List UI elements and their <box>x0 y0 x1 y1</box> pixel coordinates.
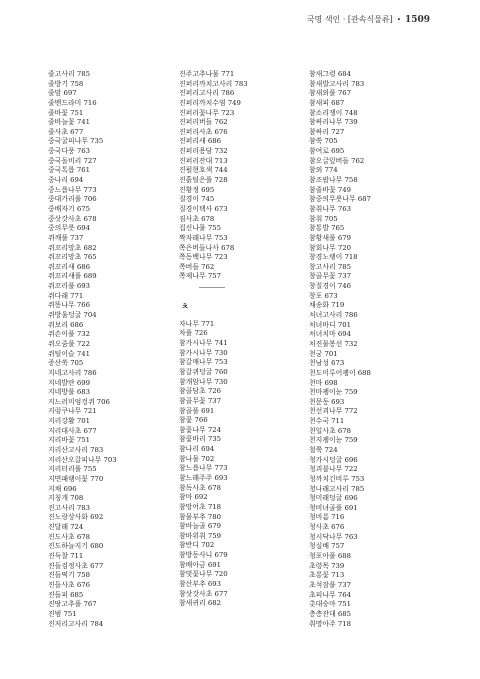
index-entry: 참개암나무 730 <box>179 377 228 386</box>
index-entry: 청까치긴비루 753 <box>309 474 365 483</box>
index-entry: 쥐다래 771 <box>48 291 84 300</box>
index-entry: 참황새풀 679 <box>309 233 351 242</box>
index-entry: 창질경이 746 <box>309 282 351 291</box>
index-entry: 진퍼리새 686 <box>179 137 221 146</box>
index-entry: 지칭개 708 <box>48 494 84 503</box>
index-entry: 천수국 711 <box>309 417 345 426</box>
index-entry: 지리대사초 677 <box>48 426 97 435</box>
index-entry: 참나물 702 <box>179 454 215 463</box>
index-entry: 진황정 695 <box>179 185 215 194</box>
index-entry: 지리강활 701 <box>48 417 90 426</box>
running-title: 국명 색인 · [관속식물류] <box>306 15 393 24</box>
index-entry: 참새발고사리 783 <box>309 79 365 88</box>
index-entry: 참마 692 <box>179 493 208 502</box>
index-entry: 짐사초 678 <box>179 214 215 223</box>
index-entry: 집신나물 755 <box>179 224 221 233</box>
index-entry: 참골풀 691 <box>179 406 215 415</box>
index-entry: 진퍼리용담 732 <box>179 147 228 156</box>
section-letter: ㅊ <box>181 300 189 311</box>
index-entry: 줄방기 758 <box>48 79 84 88</box>
index-entry: 처녀바디 701 <box>309 320 351 329</box>
index-entry: 지네발란 699 <box>48 378 90 387</box>
index-entry: 쥐오줌풀 722 <box>48 339 90 348</box>
index-entry: 천일사초 678 <box>309 426 351 435</box>
index-entry: 진들피 685 <box>48 590 84 599</box>
index-entry: 참싸리 727 <box>309 127 345 136</box>
index-entry: 줄바늘꽃 741 <box>48 118 90 127</box>
index-entry: 쥐털이슬 741 <box>48 349 90 358</box>
index-entry: 진흙털은풀 728 <box>179 176 228 185</box>
index-entry: 참갈퀴덩굴 760 <box>179 367 228 376</box>
index-entry: 참통발 765 <box>309 224 345 233</box>
index-entry: 참반디 702 <box>179 541 215 550</box>
index-entry: 천남성 673 <box>309 359 345 368</box>
index-entry: 창골무꽃 737 <box>309 272 351 281</box>
index-entry: 쥐꼬리풀 693 <box>48 282 90 291</box>
index-entry: 참싸리나무 739 <box>309 118 358 127</box>
index-entry: 참꽃바리 735 <box>179 435 221 444</box>
index-entry: 참새피 687 <box>309 98 345 107</box>
index-entry: 진펄현호색 744 <box>179 166 228 175</box>
index-entry: 진주고추나물 771 <box>179 70 235 78</box>
index-entry: 청괴불나무 722 <box>309 465 358 474</box>
index-entry: 진노랑상사화 692 <box>48 513 104 522</box>
index-entry: 진퍼리까치수염 749 <box>179 98 241 107</box>
index-entry: 참방동사니 679 <box>179 551 228 560</box>
index-entry: 촛대승마 751 <box>309 600 351 609</box>
index-entry: 자나무 771 <box>179 319 215 328</box>
index-entry: 초피나무 764 <box>309 590 351 599</box>
index-entry: 참나리 694 <box>179 445 215 454</box>
index-entry: 참독사초 678 <box>179 483 221 492</box>
index-entry: 참취 705 <box>309 214 338 223</box>
index-entry: 천궁 701 <box>309 349 338 358</box>
separator-dot: • <box>396 15 401 24</box>
index-entry: 창고사리 785 <box>309 262 351 271</box>
index-entry: 청사초 676 <box>309 523 345 532</box>
index-entry: 질경이 745 <box>179 195 215 204</box>
index-entry: 중나리 694 <box>48 176 84 185</box>
index-entry: 쪽제나무 757 <box>179 272 221 281</box>
index-entry: 줄사초 677 <box>48 127 84 136</box>
index-entry: 참새그령 684 <box>309 70 351 78</box>
index-entry: 참갈매나무 753 <box>179 358 228 367</box>
index-entry: 진저리고사리 784 <box>48 619 104 628</box>
index-entry: 지리터리풀 755 <box>48 465 97 474</box>
index-entry: 쥐꼬리망초 682 <box>48 243 97 252</box>
index-entry: 청비름 716 <box>309 513 345 522</box>
index-entry: 진퍼리고사리 786 <box>179 89 235 98</box>
index-entry: 지네방풀 683 <box>48 388 90 397</box>
index-entry: 참꽃나무 724 <box>179 425 221 434</box>
index-entry: 진들사초 676 <box>48 580 90 589</box>
index-entry: 쥐꼬리새풀 689 <box>48 272 97 281</box>
index-entry: 진들떡기 758 <box>48 571 90 580</box>
index-entry: 층층잔대 685 <box>309 609 351 618</box>
index-entry: 참줄바꽃 749 <box>309 185 351 194</box>
index-entry: 참가시나무 741 <box>179 339 228 348</box>
index-entry: 참꽃 766 <box>179 416 208 425</box>
index-entry: 청실배 757 <box>309 542 345 551</box>
index-entry: 참산부추 693 <box>179 580 221 589</box>
section-divider <box>179 282 297 292</box>
index-entry: 진땅고추풀 767 <box>48 600 97 609</box>
index-column-3 <box>309 70 427 629</box>
index-entry: 참오글잎버들 762 <box>309 156 365 165</box>
index-column-2 <box>179 70 297 609</box>
index-entry: 중국돌비리 727 <box>48 156 97 165</box>
index-entry: 중대가리풀 706 <box>48 195 97 204</box>
index-entry: 쥐똥나무 766 <box>48 301 90 310</box>
index-entry: 초령목 739 <box>309 561 345 570</box>
index-entry: 쥐꼬리망초 765 <box>48 253 97 262</box>
index-entry: 초석잠풀 737 <box>309 580 351 589</box>
index-entry: 채송화 719 <box>309 301 345 310</box>
index-entry: 참벚꽃나무 720 <box>179 570 228 579</box>
index-entry: 천마 698 <box>309 378 338 387</box>
index-entry: 줄맘 697 <box>48 89 77 98</box>
index-entry: 참회나무 720 <box>309 243 351 252</box>
index-entry: 참바늘골 679 <box>179 522 221 531</box>
index-entry: 천도미루어괭이 688 <box>309 368 371 377</box>
index-entry: 줄맨드라미 716 <box>48 98 97 107</box>
index-entry: 질경이택사 673 <box>179 204 228 213</box>
index-entry: 청시닥나무 763 <box>309 532 358 541</box>
index-entry: 참느릅나무 773 <box>179 464 228 473</box>
index-entry: 중국굴피나무 735 <box>48 137 104 146</box>
index-entry: 청비녀골풀 691 <box>309 503 358 512</box>
index-entry: 참골무꽃 737 <box>179 396 221 405</box>
index-entry: 참새귀리 682 <box>179 599 221 608</box>
index-entry: 진득찰 711 <box>48 552 84 561</box>
index-entry: 참망어초 718 <box>179 502 221 511</box>
index-entry: 줄바꽃 751 <box>48 108 84 117</box>
index-entry: 철쭉 724 <box>309 445 338 454</box>
index-entry: 쥐방울덩굴 704 <box>48 311 97 320</box>
index-entry: 참외 774 <box>309 166 338 175</box>
index-entry: 쥐보리 686 <box>48 320 84 329</box>
index-entry: 창포 673 <box>309 291 338 300</box>
index-entry: 지느러미엉겅퀴 706 <box>48 397 110 406</box>
index-entry: 초롱꽃 713 <box>309 571 345 580</box>
index-entry: 처녀고사리 786 <box>309 311 358 320</box>
index-entry: 참새외풀 767 <box>309 89 351 98</box>
index-entry: 진퍼리버들 762 <box>179 118 228 127</box>
index-entry: 청미래덩굴 696 <box>309 494 358 503</box>
index-entry: 증산쑥 705 <box>48 359 84 368</box>
index-entry: 짝자래나무 753 <box>179 233 228 242</box>
index-entry: 참취나무 763 <box>309 204 351 213</box>
index-entry: 쪽동백나무 723 <box>179 253 228 262</box>
index-entry: 지리산오갈피나무 703 <box>48 455 117 464</box>
index-entry: 진도하늘지기 680 <box>48 542 104 551</box>
index-entry: 지리산고사리 783 <box>48 445 104 454</box>
index-entry: 지면패랭이꽃 770 <box>48 474 104 483</box>
index-entry: 중삿갓사초 678 <box>48 214 97 223</box>
index-entry: 참삿갓사초 677 <box>179 589 228 598</box>
index-entry: 쪽버들 762 <box>179 262 215 271</box>
index-entry: 취명아주 718 <box>309 619 351 628</box>
index-entry: 지리바꽃 751 <box>48 436 90 445</box>
page-header <box>307 14 430 25</box>
index-entry: 처녀치마 694 <box>309 330 351 339</box>
index-entry: 참가시나무 730 <box>179 348 228 357</box>
index-entry: 쥐깨풀 737 <box>48 233 84 242</box>
index-entry: 중국톡릅 761 <box>48 166 90 175</box>
index-entry: 청가시덩굴 696 <box>309 455 358 464</box>
index-entry: 쥐꼬리새 686 <box>48 262 90 271</box>
index-entry: 천문동 693 <box>309 397 345 406</box>
index-entry: 진퍼리잔대 713 <box>179 156 228 165</box>
index-entry: 진퍼리사초 676 <box>179 127 228 136</box>
index-entry: 참배아금 691 <box>179 560 221 569</box>
index-entry: 천선괴나무 772 <box>309 407 358 416</box>
index-entry: 중의무릇 694 <box>48 224 90 233</box>
page-number: 1509 <box>404 14 430 25</box>
index-entry: 참물부추 780 <box>179 512 221 521</box>
index-entry: 참소리쟁이 748 <box>309 108 358 117</box>
index-entry: 참여로 695 <box>309 147 345 156</box>
index-entry: 진고사리 783 <box>48 503 90 512</box>
index-entry: 참골담초 726 <box>179 387 221 396</box>
index-entry: 진퍼리까치고사리 783 <box>179 79 248 88</box>
index-entry: 창경노랭이 718 <box>309 253 358 262</box>
index-entry: 참쑥 705 <box>309 137 338 146</box>
index-entry: 참중의무릇나무 687 <box>309 195 371 204</box>
index-entry: 진들검정사초 677 <box>48 561 104 570</box>
index-entry: 쥐손이풀 732 <box>48 330 90 339</box>
index-entry: 중국다풍 763 <box>48 147 90 156</box>
index-entry: 참느래주주 693 <box>179 473 228 482</box>
index-entry: 차풀 726 <box>179 329 208 338</box>
index-entry: 청포아풀 688 <box>309 552 351 561</box>
index-column-1 <box>48 70 166 629</box>
index-entry: 지채 696 <box>48 484 77 493</box>
index-entry: 천마괭이눈 759 <box>309 388 358 397</box>
index-entry: 지렁쿠나무 721 <box>48 407 97 416</box>
index-entry: 줄고사리 785 <box>48 70 90 78</box>
index-entry: 천지괭이눈 759 <box>309 436 358 445</box>
index-entry: 청나래고사리 785 <box>309 484 365 493</box>
index-entry: 처진물봉선 732 <box>309 339 358 348</box>
index-entry: 중느릅나무 773 <box>48 185 97 194</box>
index-entry: 진달래 724 <box>48 523 84 532</box>
index-entry: 진도사초 678 <box>48 532 90 541</box>
index-entry: 진범 751 <box>48 609 77 618</box>
index-entry: 진퍼리꽃나무 723 <box>179 108 235 117</box>
index-entry: 지네고사리 786 <box>48 368 97 377</box>
index-entry: 참조팝나무 758 <box>309 176 358 185</box>
index-entry: 중배자기 675 <box>48 204 90 213</box>
index-entry: 참바위취 759 <box>179 531 221 540</box>
index-entry: 쪽은버들나사 678 <box>179 243 235 252</box>
